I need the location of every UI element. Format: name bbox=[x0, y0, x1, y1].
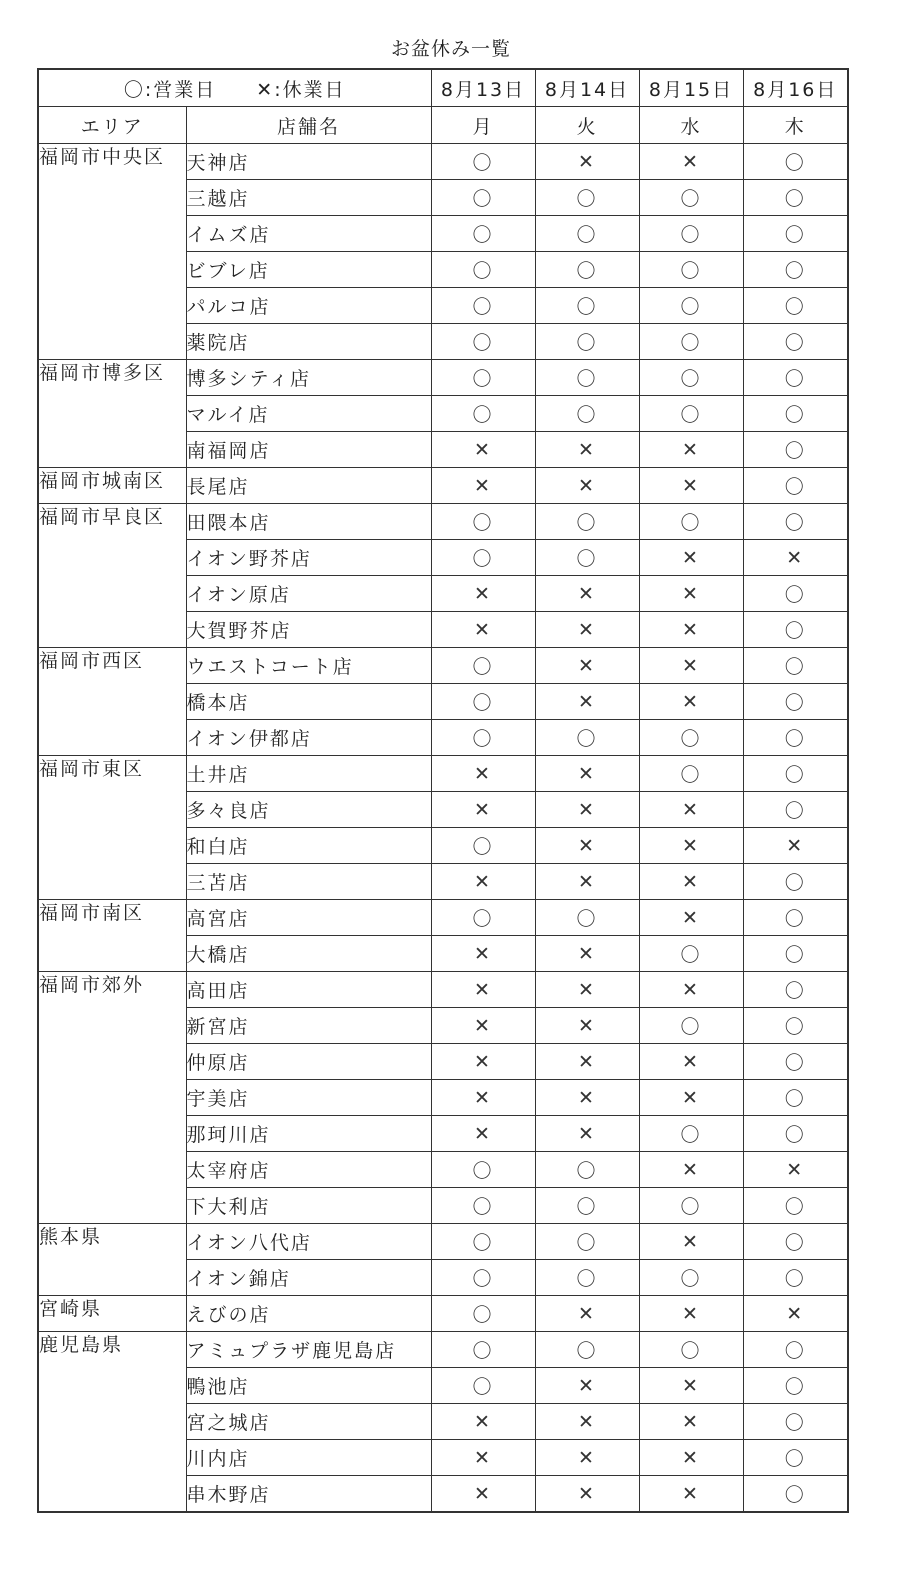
status-mark: 〇 bbox=[639, 360, 743, 396]
status-mark: ✕ bbox=[535, 1440, 639, 1476]
weekday-header: 月 bbox=[431, 107, 535, 144]
status-mark: 〇 bbox=[431, 216, 535, 252]
status-mark: 〇 bbox=[535, 252, 639, 288]
area-cell: 福岡市城南区 bbox=[38, 468, 186, 504]
status-mark: 〇 bbox=[431, 1296, 535, 1332]
store-name-cell: 那珂川店 bbox=[186, 1116, 431, 1152]
store-name-cell: ウエストコート店 bbox=[186, 648, 431, 684]
status-mark: ✕ bbox=[535, 648, 639, 684]
status-mark: 〇 bbox=[535, 1260, 639, 1296]
store-column-header: 店舗名 bbox=[186, 107, 431, 144]
store-name-cell: 田隈本店 bbox=[186, 504, 431, 540]
status-mark: 〇 bbox=[743, 720, 848, 756]
status-mark: ✕ bbox=[535, 1080, 639, 1116]
table-row bbox=[38, 648, 848, 684]
status-mark: 〇 bbox=[431, 1152, 535, 1188]
area-cell: 福岡市南区 bbox=[38, 900, 186, 972]
status-mark: ✕ bbox=[535, 468, 639, 504]
status-mark: 〇 bbox=[743, 972, 848, 1008]
status-mark: ✕ bbox=[639, 648, 743, 684]
status-mark: ✕ bbox=[535, 1404, 639, 1440]
status-mark: ✕ bbox=[639, 972, 743, 1008]
store-name-cell: 高田店 bbox=[186, 972, 431, 1008]
status-mark: ✕ bbox=[431, 468, 535, 504]
status-mark: ✕ bbox=[743, 1152, 848, 1188]
weekday-header: 木 bbox=[743, 107, 848, 144]
status-mark: ✕ bbox=[431, 612, 535, 648]
status-mark: 〇 bbox=[535, 288, 639, 324]
status-mark: ✕ bbox=[535, 432, 639, 468]
status-mark: 〇 bbox=[639, 216, 743, 252]
status-mark: ✕ bbox=[431, 1404, 535, 1440]
status-mark: 〇 bbox=[535, 180, 639, 216]
status-mark: 〇 bbox=[639, 1116, 743, 1152]
status-mark: 〇 bbox=[431, 252, 535, 288]
status-mark: 〇 bbox=[743, 1224, 848, 1260]
store-name-cell: 和白店 bbox=[186, 828, 431, 864]
area-cell: 福岡市西区 bbox=[38, 648, 186, 756]
status-mark: ✕ bbox=[535, 1476, 639, 1513]
status-mark: ✕ bbox=[431, 972, 535, 1008]
store-name-cell: 天神店 bbox=[186, 144, 431, 180]
status-mark: ✕ bbox=[431, 1008, 535, 1044]
store-name-cell: 大賀野芥店 bbox=[186, 612, 431, 648]
store-name-cell: 川内店 bbox=[186, 1440, 431, 1476]
store-name-cell: 新宮店 bbox=[186, 1008, 431, 1044]
page-title: お盆休み一覧 bbox=[390, 38, 511, 60]
status-mark: 〇 bbox=[743, 1188, 848, 1224]
status-mark: 〇 bbox=[743, 864, 848, 900]
status-mark: 〇 bbox=[639, 180, 743, 216]
status-mark: 〇 bbox=[639, 288, 743, 324]
table-row bbox=[38, 144, 848, 180]
table-row bbox=[38, 1296, 848, 1332]
status-mark: ✕ bbox=[639, 900, 743, 936]
table-row bbox=[38, 1224, 848, 1260]
status-mark: 〇 bbox=[743, 936, 848, 972]
status-mark: 〇 bbox=[743, 612, 848, 648]
table-body bbox=[38, 69, 848, 1512]
status-mark: 〇 bbox=[639, 720, 743, 756]
area-cell: 鹿児島県 bbox=[38, 1332, 186, 1513]
status-mark: ✕ bbox=[639, 1368, 743, 1404]
status-mark: ✕ bbox=[535, 972, 639, 1008]
holiday-schedule-table bbox=[37, 68, 849, 1513]
status-mark: ✕ bbox=[535, 576, 639, 612]
status-mark: 〇 bbox=[431, 1368, 535, 1404]
legend-row bbox=[38, 69, 848, 107]
store-name-cell: 宮之城店 bbox=[186, 1404, 431, 1440]
status-mark: 〇 bbox=[743, 756, 848, 792]
status-mark: ✕ bbox=[639, 144, 743, 180]
store-name-cell: 博多シティ店 bbox=[186, 360, 431, 396]
status-mark: 〇 bbox=[431, 396, 535, 432]
legend-cell bbox=[38, 69, 431, 107]
status-mark: 〇 bbox=[743, 432, 848, 468]
status-mark: ✕ bbox=[639, 828, 743, 864]
status-mark: 〇 bbox=[639, 756, 743, 792]
area-cell: 福岡市郊外 bbox=[38, 972, 186, 1224]
store-name-cell: イオン伊都店 bbox=[186, 720, 431, 756]
status-mark: 〇 bbox=[743, 684, 848, 720]
status-mark: ✕ bbox=[639, 1404, 743, 1440]
status-mark: 〇 bbox=[743, 324, 848, 360]
status-mark: ✕ bbox=[431, 1116, 535, 1152]
store-name-cell: 三越店 bbox=[186, 180, 431, 216]
date-header: 8月15日 bbox=[639, 69, 743, 107]
status-mark: 〇 bbox=[743, 1260, 848, 1296]
status-mark: 〇 bbox=[743, 648, 848, 684]
status-mark: 〇 bbox=[743, 1116, 848, 1152]
status-mark: 〇 bbox=[743, 396, 848, 432]
store-name-cell: アミュプラザ鹿児島店 bbox=[186, 1332, 431, 1368]
store-name-cell: イオン錦店 bbox=[186, 1260, 431, 1296]
store-name-cell: 串木野店 bbox=[186, 1476, 431, 1513]
store-name-cell: ビブレ店 bbox=[186, 252, 431, 288]
status-mark: ✕ bbox=[431, 864, 535, 900]
status-mark: 〇 bbox=[431, 1332, 535, 1368]
store-name-cell: 宇美店 bbox=[186, 1080, 431, 1116]
store-name-cell: 長尾店 bbox=[186, 468, 431, 504]
area-cell: 宮崎県 bbox=[38, 1296, 186, 1332]
area-column-header: エリア bbox=[38, 107, 186, 144]
status-mark: 〇 bbox=[431, 288, 535, 324]
status-mark: ✕ bbox=[535, 1296, 639, 1332]
status-mark: 〇 bbox=[431, 720, 535, 756]
store-name-cell: パルコ店 bbox=[186, 288, 431, 324]
column-header-row bbox=[38, 107, 848, 144]
store-name-cell: イオン野芥店 bbox=[186, 540, 431, 576]
status-mark: 〇 bbox=[743, 288, 848, 324]
status-mark: 〇 bbox=[431, 540, 535, 576]
table-row bbox=[38, 900, 848, 936]
store-name-cell: イムズ店 bbox=[186, 216, 431, 252]
status-mark: ✕ bbox=[535, 828, 639, 864]
status-mark: 〇 bbox=[743, 792, 848, 828]
status-mark: ✕ bbox=[431, 756, 535, 792]
store-name-cell: イオン原店 bbox=[186, 576, 431, 612]
status-mark: 〇 bbox=[431, 828, 535, 864]
status-mark: 〇 bbox=[639, 1188, 743, 1224]
status-mark: 〇 bbox=[639, 252, 743, 288]
status-mark: 〇 bbox=[639, 1260, 743, 1296]
store-name-cell: 高宮店 bbox=[186, 900, 431, 936]
status-mark: 〇 bbox=[743, 1440, 848, 1476]
status-mark: ✕ bbox=[743, 828, 848, 864]
status-mark: 〇 bbox=[743, 144, 848, 180]
status-mark: ✕ bbox=[639, 684, 743, 720]
status-mark: ✕ bbox=[639, 1080, 743, 1116]
status-mark: 〇 bbox=[535, 1332, 639, 1368]
area-cell: 熊本県 bbox=[38, 1224, 186, 1296]
status-mark: 〇 bbox=[743, 1476, 848, 1513]
status-mark: 〇 bbox=[431, 324, 535, 360]
status-mark: 〇 bbox=[431, 1224, 535, 1260]
status-mark: ✕ bbox=[639, 1044, 743, 1080]
status-mark: 〇 bbox=[431, 900, 535, 936]
status-mark: ✕ bbox=[535, 864, 639, 900]
status-mark: ✕ bbox=[431, 576, 535, 612]
status-mark: 〇 bbox=[743, 360, 848, 396]
status-mark: 〇 bbox=[743, 1332, 848, 1368]
status-mark: ✕ bbox=[639, 1440, 743, 1476]
status-mark: 〇 bbox=[535, 1224, 639, 1260]
store-name-cell: マルイ店 bbox=[186, 396, 431, 432]
table-row bbox=[38, 468, 848, 504]
status-mark: 〇 bbox=[639, 324, 743, 360]
table-row bbox=[38, 972, 848, 1008]
status-mark: 〇 bbox=[535, 504, 639, 540]
table-row bbox=[38, 756, 848, 792]
status-mark: 〇 bbox=[743, 1404, 848, 1440]
status-mark: 〇 bbox=[535, 396, 639, 432]
status-mark: 〇 bbox=[743, 180, 848, 216]
status-mark: 〇 bbox=[743, 1044, 848, 1080]
status-mark: ✕ bbox=[535, 756, 639, 792]
store-name-cell: 下大利店 bbox=[186, 1188, 431, 1224]
store-name-cell: 薬院店 bbox=[186, 324, 431, 360]
status-mark: ✕ bbox=[639, 1476, 743, 1513]
status-mark: ✕ bbox=[743, 540, 848, 576]
date-header: 8月16日 bbox=[743, 69, 848, 107]
status-mark: 〇 bbox=[431, 144, 535, 180]
status-mark: 〇 bbox=[535, 540, 639, 576]
status-mark: 〇 bbox=[535, 1152, 639, 1188]
status-mark: 〇 bbox=[535, 900, 639, 936]
table-row bbox=[38, 1332, 848, 1368]
status-mark: 〇 bbox=[743, 900, 848, 936]
store-name-cell: 土井店 bbox=[186, 756, 431, 792]
status-mark: ✕ bbox=[639, 540, 743, 576]
status-mark: ✕ bbox=[431, 432, 535, 468]
status-mark: 〇 bbox=[535, 216, 639, 252]
store-name-cell: 三苫店 bbox=[186, 864, 431, 900]
status-mark: 〇 bbox=[743, 1368, 848, 1404]
status-mark: ✕ bbox=[535, 144, 639, 180]
status-mark: 〇 bbox=[743, 252, 848, 288]
store-name-cell: 鴨池店 bbox=[186, 1368, 431, 1404]
status-mark: 〇 bbox=[431, 180, 535, 216]
area-cell: 福岡市東区 bbox=[38, 756, 186, 900]
weekday-header: 火 bbox=[535, 107, 639, 144]
status-mark: ✕ bbox=[431, 792, 535, 828]
status-mark: 〇 bbox=[743, 1080, 848, 1116]
store-name-cell: 橋本店 bbox=[186, 684, 431, 720]
status-mark: ✕ bbox=[639, 576, 743, 612]
status-mark: ✕ bbox=[639, 792, 743, 828]
status-mark: ✕ bbox=[639, 1152, 743, 1188]
status-mark: ✕ bbox=[535, 684, 639, 720]
store-name-cell: イオン八代店 bbox=[186, 1224, 431, 1260]
date-header: 8月14日 bbox=[535, 69, 639, 107]
store-name-cell: 太宰府店 bbox=[186, 1152, 431, 1188]
status-mark: 〇 bbox=[535, 360, 639, 396]
status-mark: ✕ bbox=[639, 1296, 743, 1332]
status-mark: 〇 bbox=[431, 684, 535, 720]
store-name-cell: 多々良店 bbox=[186, 792, 431, 828]
status-mark: 〇 bbox=[639, 396, 743, 432]
area-cell: 福岡市早良区 bbox=[38, 504, 186, 648]
status-mark: 〇 bbox=[743, 576, 848, 612]
status-mark: ✕ bbox=[535, 1008, 639, 1044]
status-mark: ✕ bbox=[535, 1044, 639, 1080]
status-mark: 〇 bbox=[535, 720, 639, 756]
status-mark: 〇 bbox=[431, 1260, 535, 1296]
status-mark: 〇 bbox=[743, 468, 848, 504]
store-name-cell: 大橋店 bbox=[186, 936, 431, 972]
status-mark: 〇 bbox=[535, 1188, 639, 1224]
status-mark: ✕ bbox=[535, 1368, 639, 1404]
status-mark: ✕ bbox=[639, 1224, 743, 1260]
status-mark: 〇 bbox=[639, 504, 743, 540]
status-mark: ✕ bbox=[431, 1440, 535, 1476]
status-mark: ✕ bbox=[431, 1044, 535, 1080]
status-mark: 〇 bbox=[743, 504, 848, 540]
status-mark: ✕ bbox=[743, 1296, 848, 1332]
store-name-cell: えびの店 bbox=[186, 1296, 431, 1332]
status-mark: ✕ bbox=[639, 864, 743, 900]
status-mark: ✕ bbox=[639, 432, 743, 468]
legend-closed: ✕:休業日 bbox=[256, 78, 346, 101]
status-mark: ✕ bbox=[431, 936, 535, 972]
status-mark: ✕ bbox=[535, 1116, 639, 1152]
status-mark: ✕ bbox=[535, 936, 639, 972]
table-row bbox=[38, 360, 848, 396]
legend-open: 〇:営業日 bbox=[123, 78, 217, 101]
store-name-cell: 仲原店 bbox=[186, 1044, 431, 1080]
status-mark: ✕ bbox=[639, 612, 743, 648]
weekday-header: 水 bbox=[639, 107, 743, 144]
table-row bbox=[38, 504, 848, 540]
area-cell: 福岡市博多区 bbox=[38, 360, 186, 468]
status-mark: ✕ bbox=[639, 468, 743, 504]
status-mark: 〇 bbox=[743, 216, 848, 252]
status-mark: 〇 bbox=[743, 1008, 848, 1044]
status-mark: 〇 bbox=[639, 1008, 743, 1044]
status-mark: ✕ bbox=[535, 612, 639, 648]
status-mark: ✕ bbox=[431, 1476, 535, 1513]
status-mark: 〇 bbox=[431, 504, 535, 540]
status-mark: ✕ bbox=[431, 1080, 535, 1116]
status-mark: 〇 bbox=[535, 324, 639, 360]
area-cell: 福岡市中央区 bbox=[38, 144, 186, 360]
status-mark: 〇 bbox=[431, 648, 535, 684]
status-mark: ✕ bbox=[535, 792, 639, 828]
date-header: 8月13日 bbox=[431, 69, 535, 107]
store-name-cell: 南福岡店 bbox=[186, 432, 431, 468]
status-mark: 〇 bbox=[431, 360, 535, 396]
status-mark: 〇 bbox=[639, 1332, 743, 1368]
status-mark: 〇 bbox=[639, 936, 743, 972]
status-mark: 〇 bbox=[431, 1188, 535, 1224]
